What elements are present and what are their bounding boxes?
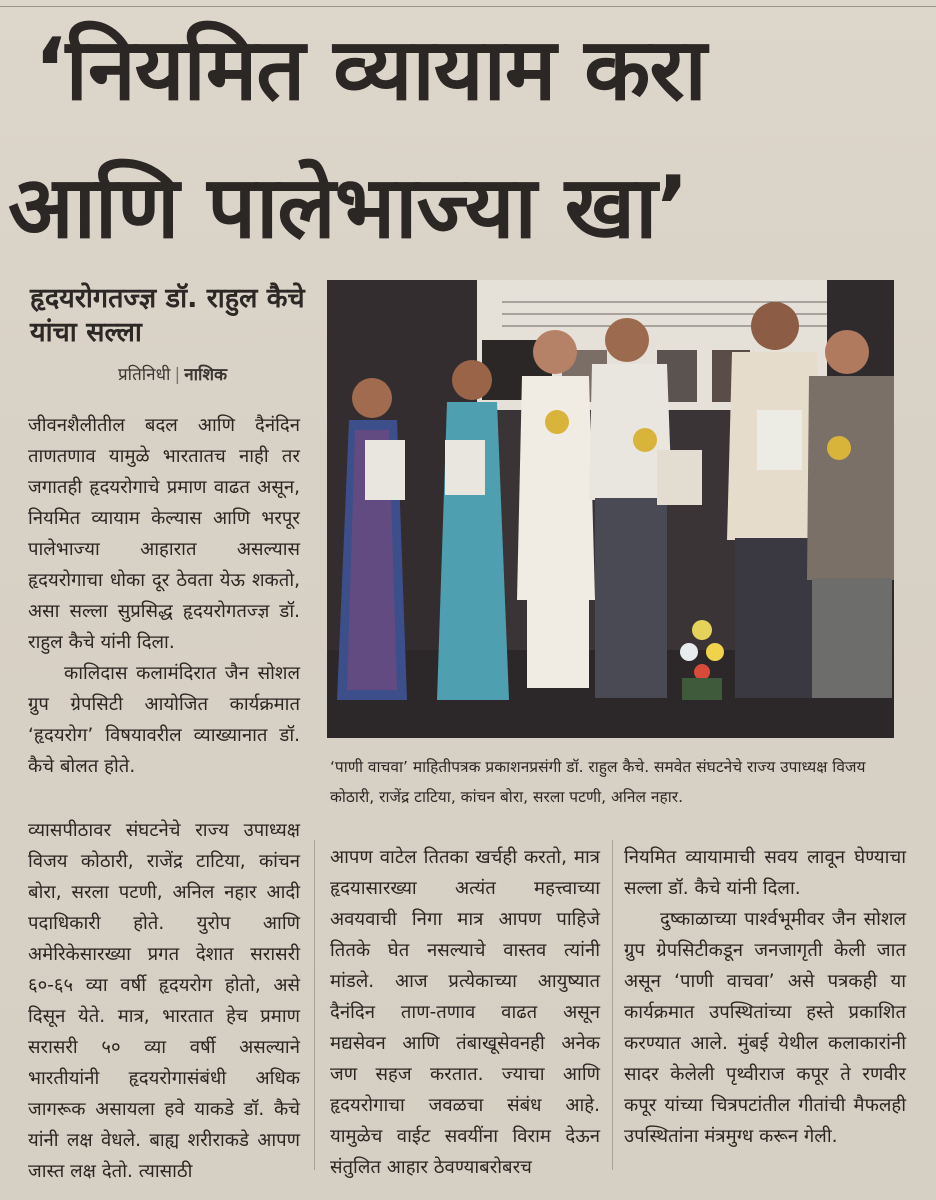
photo-caption: ‘पाणी वाचवा’ माहितीपत्रक प्रकाशनप्रसंगी डॉ. राहुल कैचे. समवेत संघटनेचे राज्य उपाध्यक्ष विजय कोठारी, राजेंद्र टाटिया, कांचन बोरा, सरला पटणी, अनिल नहार. <box>330 758 866 806</box>
top-rule <box>0 6 936 7</box>
reporter-label: प्रतिनिधी <box>118 365 171 385</box>
person-5 <box>727 302 822 698</box>
article-paragraph-1: जीवनशैलीतील बदल आणि दैनंदिन ताणतणाव यामुळे भारतातच नाही तर जगातही हृदयरोगाचे प्रमाण वाढत असून, नियमित व्यायाम केल्यास आणि भरपूर पालेभाज्या आहारात असल्यास हृदयरोगाचा धोका दूर ठेवता येऊ शकतो, असा सल्ला सुप्रसिद्ध हृदयरोगतज्ज्ञ डॉ. राहुल कैचे यांनी दिला. <box>28 415 300 653</box>
article-paragraph-3: व्यासपीठावर संघटनेचे राज्य उपाध्यक्ष विजय कोठारी, राजेंद्र टाटिया, कांचन बोरा, सरला पटणी, अनिल नहार आदी पदाधिकारी होते. युरोप आणि अमेरिकेसारख्या प्रगत देशात सरासरी ६०-६५ व्या वर्षी हृदयरोग होतो, असे दिसून येते. मात्र, भारतात हेच प्रमाण सरासरी ५० व्या वर्षी असल्याने भारतीयांनी हृदयरोगासंबंधी अधिक जागरूक असायला हवे याकडे डॉ. कैचे यांनी लक्ष वेधले. बाह्य शरीराकडे आपण जास्त लक्ष देतो. त्यासाठी <box>28 820 300 1182</box>
article-paragraph-5: नियमित व्यायामाची सवय लावून घेण्याचा सल्ला डॉ. कैचे यांनी दिला. <box>624 847 906 899</box>
column-divider-2 <box>612 840 613 1170</box>
column-divider-1 <box>314 840 315 1170</box>
article-column-1-top <box>28 410 300 782</box>
person-3 <box>517 330 595 688</box>
event-photo-illustration <box>327 280 894 738</box>
byline-separator: | <box>174 365 181 385</box>
article-paragraph-2: कालिदास कलामंदिरात जैन सोशल ग्रुप ग्रेपसिटी आयोजित कार्यक्रमात ‘हृदयरोग’ विषयावरील व्याख्यानात डॉ. कैचे बोलत होते. <box>28 663 300 777</box>
article-column-1-bottom <box>28 815 300 1187</box>
event-photo <box>327 280 894 738</box>
byline <box>118 362 227 385</box>
headline-line-2: आणि पालेभाज्या खा’ <box>8 158 689 258</box>
headline-line-1: ‘नियमित व्यायाम करा <box>34 20 706 120</box>
subheadline: हृदयरोगतज्ज्ञ डॉ. राहुल कैचे यांचा सल्ला <box>30 283 305 348</box>
article-column-2 <box>330 842 600 1183</box>
person-6 <box>807 330 894 698</box>
article-column-3 <box>624 842 906 1152</box>
article-paragraph-4: आपण वाटेल तितका खर्चही करतो, मात्र हृदयासारख्या अत्यंत महत्त्वाच्या अवयवाची निगा मात्र आपण पाहिजे तितके घेत नसल्याचे वास्तव त्यांनी मांडले. आज प्रत्येकाच्या आयुष्यात दैनंदिन ताण-तणाव वाढत असून मद्यसेवन आणि तंबाखूसेवनही अनेक जण सहज करतात. ज्याचा आणि हृदयरोगाचा जवळचा संबंध आहे. यामुळेच वाईट सवयींना विराम देऊन संतुलित आहार ठेवण्याबरोबरच <box>330 847 600 1178</box>
dateline-city: नाशिक <box>184 365 228 385</box>
article-paragraph-6: दुष्काळाच्या पार्श्वभूमीवर जैन सोशल ग्रुप ग्रेपसिटीकडून जनजागृती केली जात असून ‘पाणी वाचवा’ असे पत्रकही या कार्यक्रमात उपस्थितांच्या हस्ते प्रकाशित करण्यात आले. मुंबई येथील कलाकारांनी सादर केलेली पृथ्वीराज कपूर ते रणवीर कपूर यांच्या चित्रपटांतील गीतांची मैफलही उपस्थितांना मंत्रमुग्ध करून गेली. <box>624 909 906 1147</box>
